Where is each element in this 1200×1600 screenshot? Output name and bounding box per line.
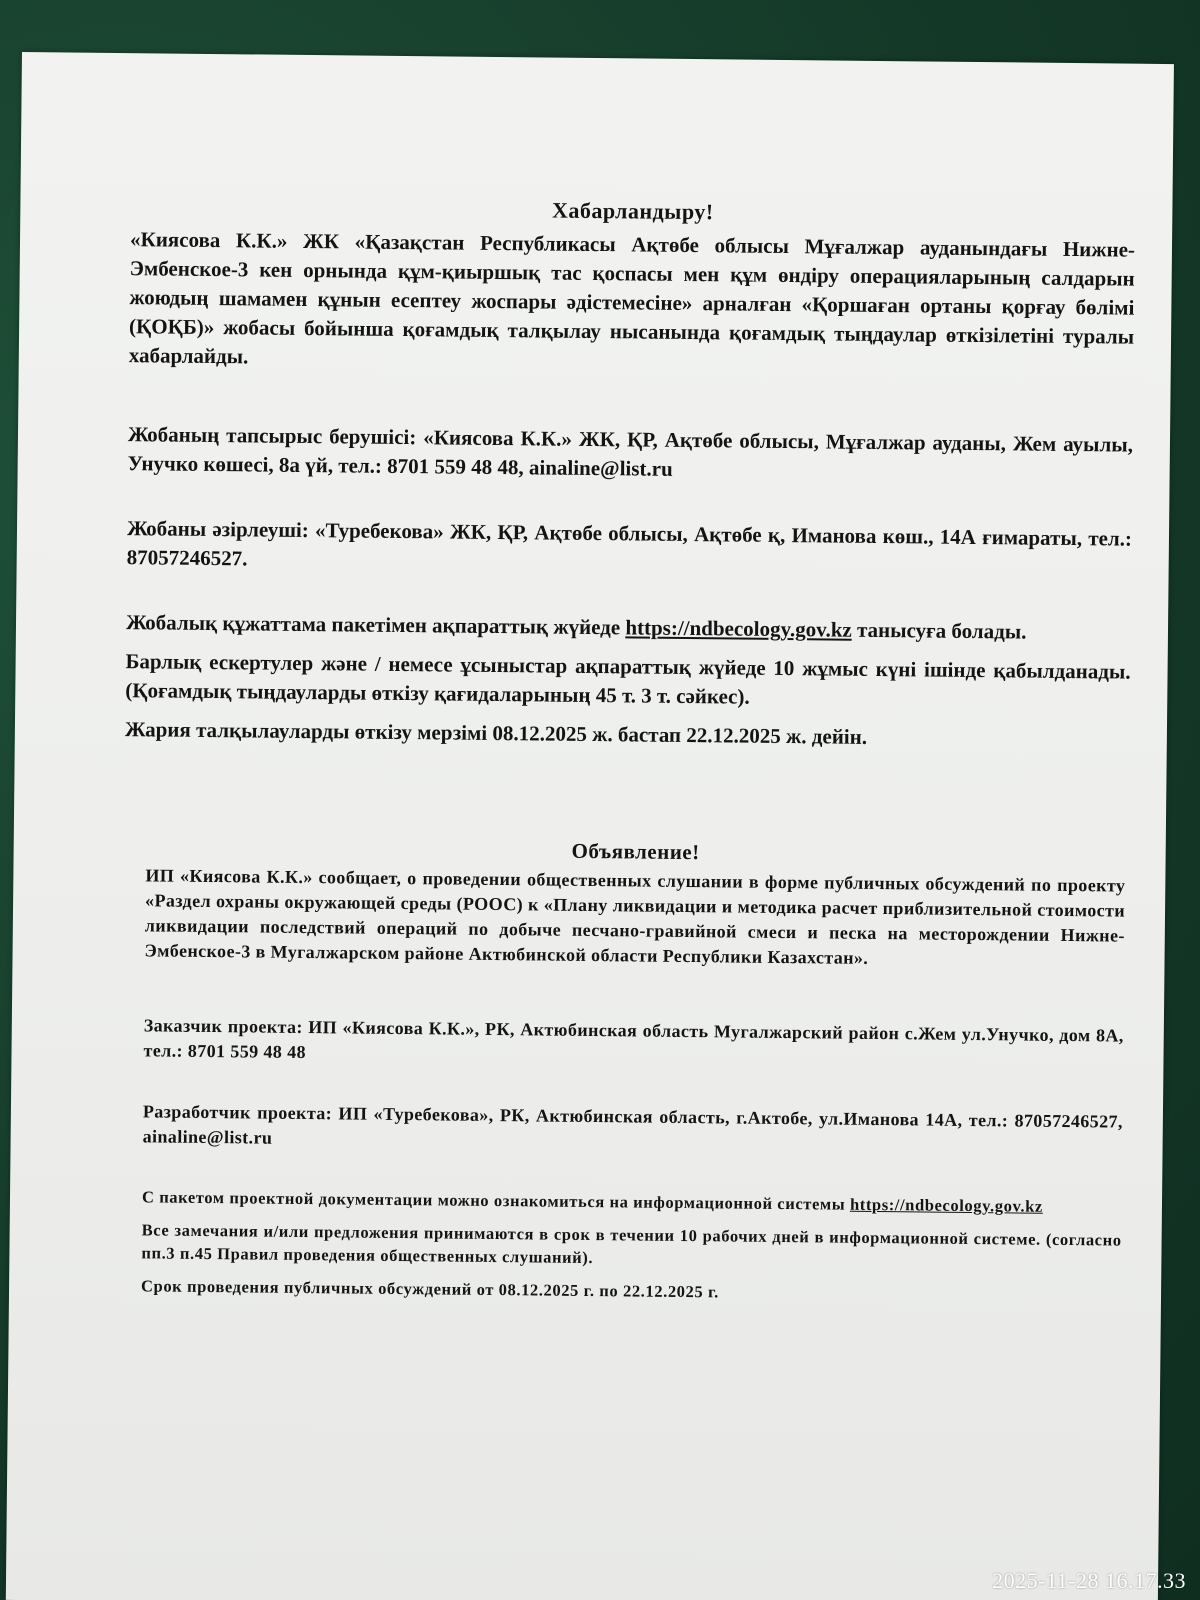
kz-developer: Жобаны әзірлеуші: «Туребекова» ЖК, ҚР, Ақтөбе облысы, Ақтөбе қ, Иманова көш., 14А ғимараты, тел.: 87057246527. [126, 516, 1133, 571]
ru-remarks: Все замечания и/или предложения принимаются в срок в течении 10 рабочих дней в информационной системе. (согласно пп.3 п.45 Правил проведения общественных слушаний). [141, 1220, 1122, 1268]
kz-intro: «Киясова К.К.» ЖК «Қазақстан Республикасы Ақтөбе облысы Мұғалжар ауданындағы Нижне-Эмбенское-3 кен орнында құм-қиыршық тас қоспасы мен құм өндіру операцияларының салдарын жоюдың шамамен құнын есептеу жоспары әдістемесіне» арналған «Қоршаған ортаны қорғау бөлімі (ҚОҚБ)» жобасы бойынша қоғамдық талқылау нысанында қоғамдық тыңдаулар өткізілетіні туралы хабарлайды. [128, 227, 1136, 369]
photo-timestamp: 2025-11-28 16.17.33 [992, 1568, 1186, 1593]
kz-docs-text: Жобалық құжаттама пакетімен ақпараттық жүйеде [125, 610, 621, 640]
ru-docs-link[interactable]: https://ndbecology.gov.kz [849, 1194, 1043, 1216]
ru-developer: Разработчик проекта: ИП «Туребекова», РК, Актюбинская область, г.Актобе, ул.Иманова 14А, тел.: 87057246527, ainaline@list.ru [142, 1101, 1123, 1148]
kz-docs-tail: танысуға болады. [856, 617, 1027, 644]
ru-docs-text: С пакетом проектной документации можно ознакомиться на информационной системы [141, 1187, 846, 1214]
kz-customer: Жобаның тапсырыс берушісі: «Киясова К.К.» ЖК, ҚР, Ақтөбе облысы, Мұғалжар ауданы, Жем ауылы, Унучко көшесі, 8а үй, тел.: 8701 559 48 48, ainaline@list.ru [127, 422, 1134, 481]
ru-period: Срок проведения публичных обсуждений от 08.12.2025 г. по 22.12.2025 г. [140, 1276, 720, 1302]
kz-remarks: Барлық ескертулер және / немесе ұсыныстар ақпараттық жүйеде 10 жұмыс күні ішінде қабылданады. (Қоғамдық тыңдауларды өткізу қағидаларының 45 т. 3 т. сәйкес). [125, 649, 1131, 709]
kazakh-notice [125, 193, 1136, 754]
kz-period: Жария талқылауларды өткізу мерзімі 08.12.2025 ж. бастап 22.12.2025 ж. дейін. [124, 717, 868, 749]
notice-content [119, 193, 1136, 1307]
russian-notice [119, 834, 1126, 1307]
ru-intro: ИП «Киясова К.К.» сообщает, о проведении общественных слушании в форме публичных обсуждений по проекту «Раздел охраны окружающей среды (РООС) к «Плану ликвидации и методика расчет приблизительной стоимости ликвидации последствий операций по добыче песчано-гравийной смеси и песка на месторождении Нижне-Эмбенское-3 в Мугалжарском районе Актюбинской области Республики Казахстан». [144, 865, 1126, 968]
kz-title: Хабарландыру! [551, 197, 714, 225]
ru-customer: Заказчик проекта: ИП «Киясова К.К.», РК, Актюбинская область Мугалжарский район с.Жем ул.Унучко, дом 8А, тел.: 8701 559 48 48 [143, 1015, 1124, 1063]
notice-paper [6, 52, 1174, 1600]
kz-docs-link[interactable]: https://ndbecology.gov.kz [625, 615, 852, 642]
ru-title: Объявление! [571, 838, 700, 865]
